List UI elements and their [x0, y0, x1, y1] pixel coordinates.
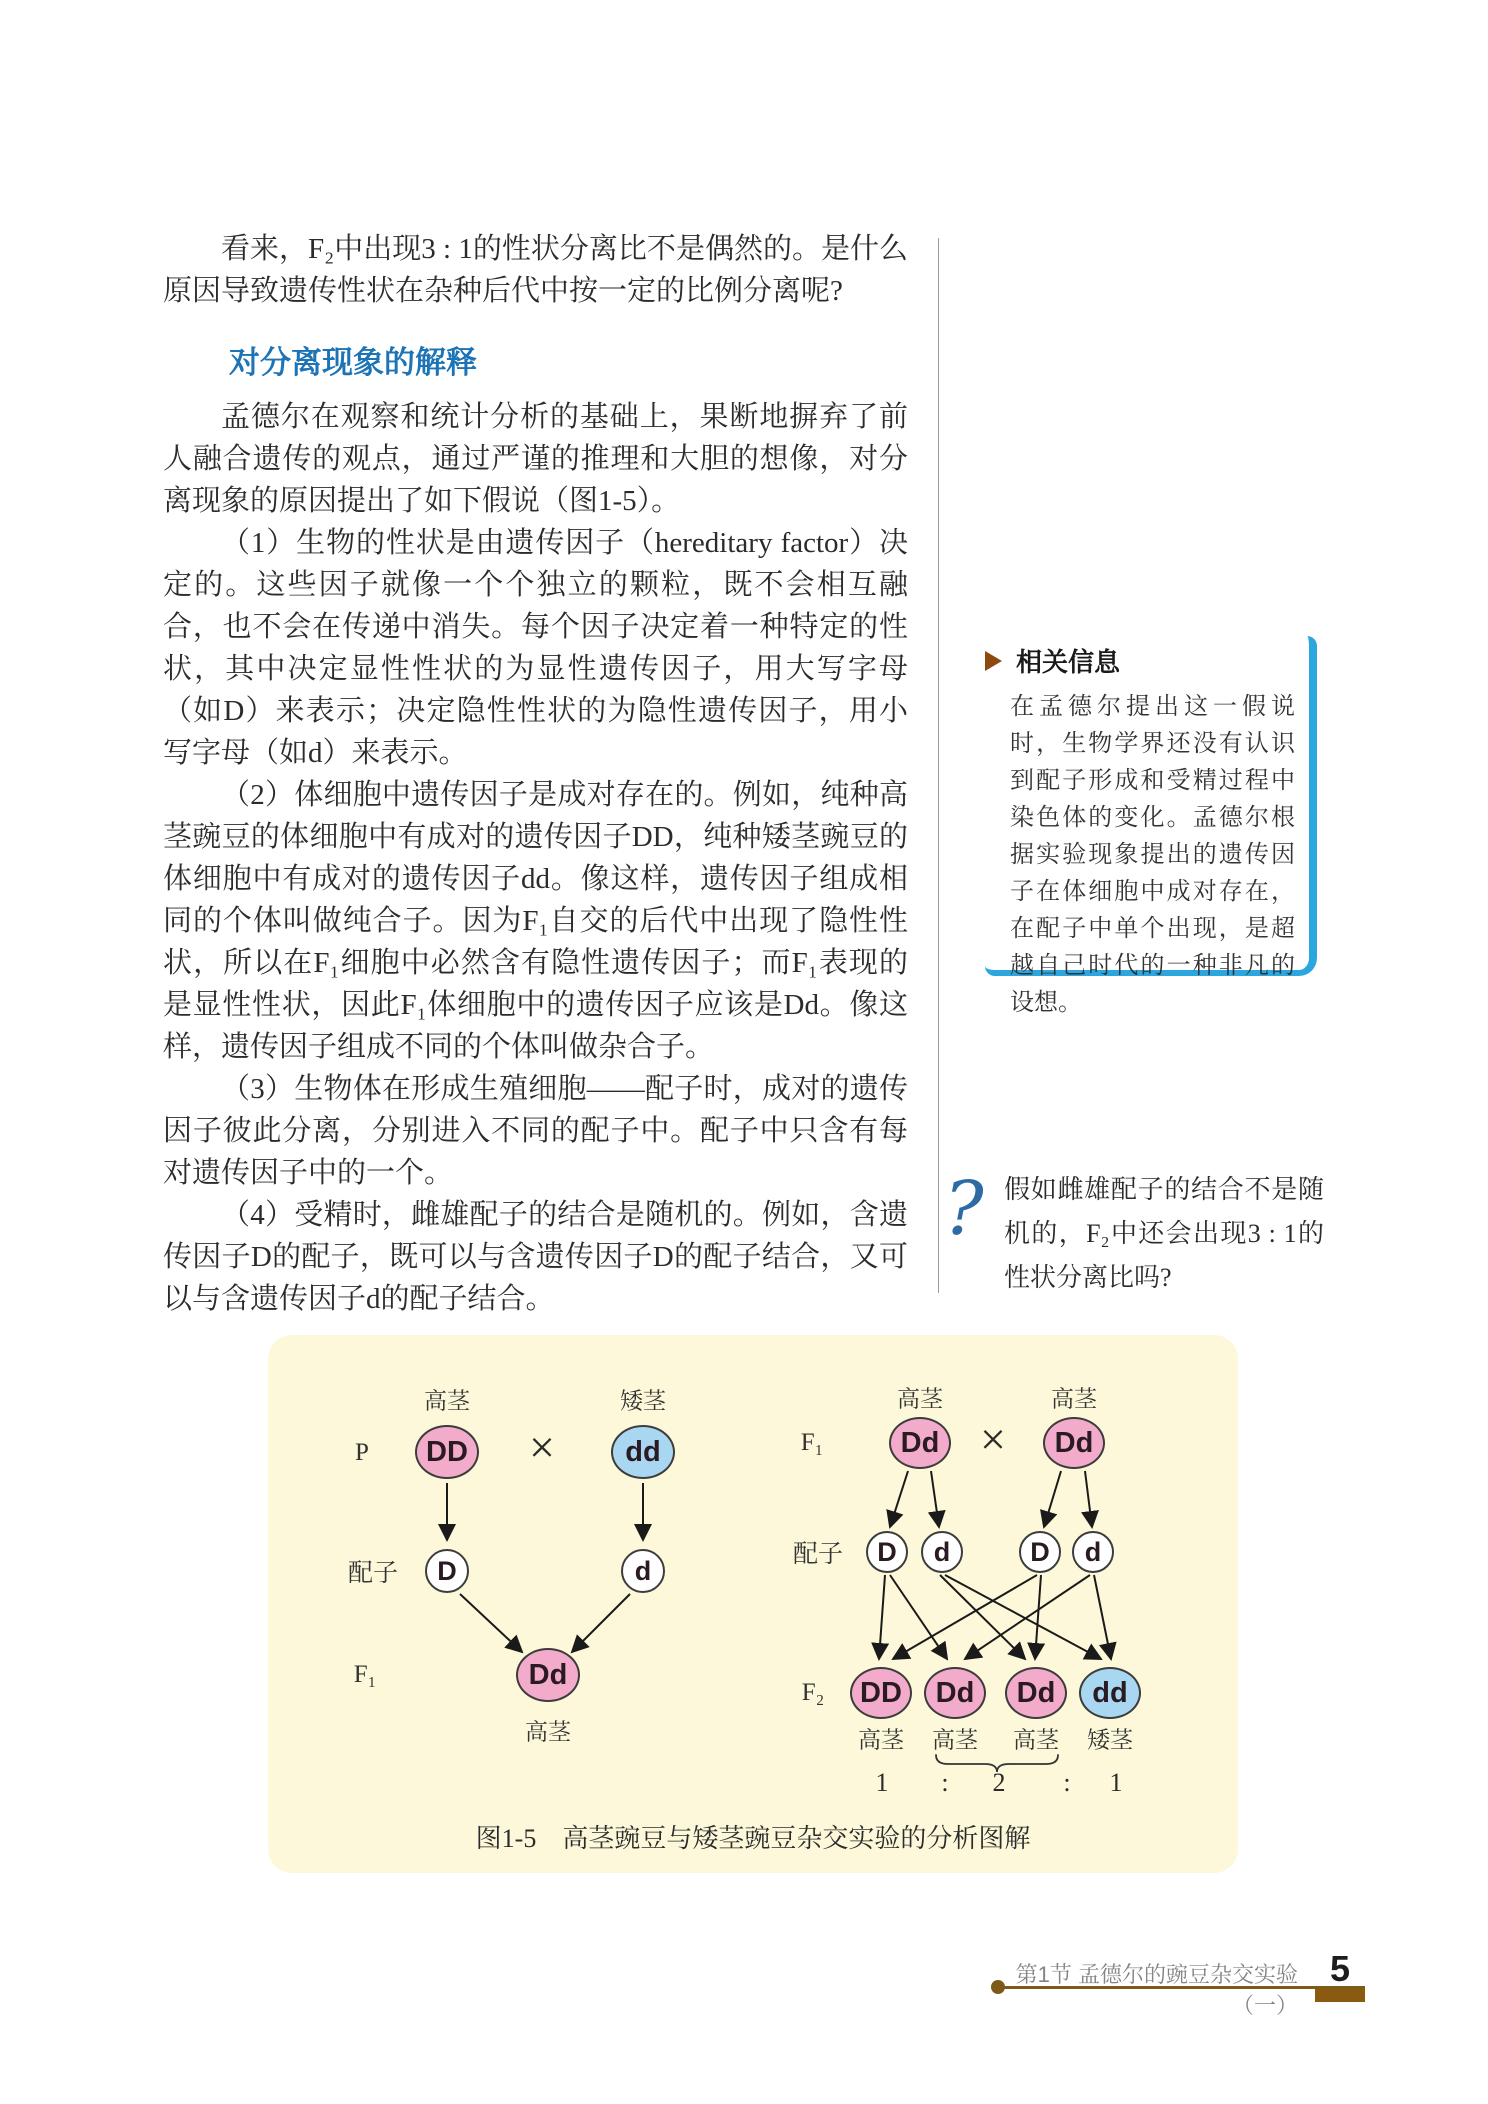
left-gamete-d-upper-node: D [425, 1549, 469, 1593]
f2-node-heterozygous-1: Dd [924, 1667, 986, 1719]
paragraph-point-4: （4）受精时，雌雄配子的结合是随机的。例如，含遗传因子D的配子，既可以与含遗传因子D的配子结合，又可以与含遗传因子d的配子结合。 [163, 1199, 908, 1315]
right-cross-symbol: × [980, 1413, 1006, 1465]
paragraph-point-1: （1）生物的性状是由遗传因子（hereditary factor）决定的。这些因子就像一个个独立的颗粒，既不会相互融合，也不会在传递中消失。每个因子决定着一种特定的性状，其中决定显性性状的为显性遗传因子，用大写字母（如D）来表示；决定隐性性状的为隐性遗传因子，用小写字母（如d）来表示。 [163, 527, 908, 769]
question-mark-icon: ? [944, 1166, 984, 1252]
page-number: 5 [1329, 1948, 1351, 1989]
question-text: 假如雌雄配子的结合不是随机的，F₂中还会出现3 : 1的性状分离比吗? [1004, 1175, 1324, 1292]
paragraph-point-3: （3）生物体在形成生殖细胞——配子时，成对的遗传因子彼此分离，分别进入不同的配子中。配子中只含有每对遗传因子中的一个。 [163, 1073, 908, 1189]
footer-accent-bar [1315, 1989, 1365, 2002]
related-info-title: 相关信息 [1016, 647, 1121, 677]
f2-trait-label-3: 高茎 [1013, 1727, 1059, 1753]
right-gamete-node-4: d [1072, 1531, 1114, 1573]
left-parent1-node: DD [415, 1425, 479, 1479]
left-row-p-label: P [355, 1439, 369, 1466]
f2-node-heterozygous-2: Dd [1005, 1667, 1067, 1719]
question-block [944, 1168, 1324, 1300]
related-info-header [1010, 642, 1295, 679]
f2-trait-label-1: 高茎 [858, 1727, 904, 1753]
figure-caption: 图1-5 高茎豌豆与矮茎豌豆杂交实验的分析图解 [475, 1824, 1031, 1853]
ratio-value-3: 1 [1109, 1768, 1123, 1797]
left-parent1-trait-label: 高茎 [424, 1388, 470, 1414]
right-gamete-node-3: D [1019, 1531, 1061, 1573]
ratio-value-1: 1 [875, 1768, 889, 1797]
left-parent2-node: dd [611, 1425, 675, 1479]
f2-trait-label-4: 矮茎 [1087, 1727, 1133, 1753]
ratio-colon-1: : [941, 1768, 949, 1797]
f2-node-dd-recessive: dd [1079, 1667, 1141, 1719]
right-row-gametes-label: 配子 [792, 1541, 844, 1568]
cross-diagram-arrows [268, 1335, 1238, 1873]
ratio-value-2: 2 [992, 1768, 1006, 1797]
right-row-f1-label: F₁ [800, 1429, 824, 1456]
left-cross-symbol: × [529, 1421, 555, 1473]
footer-section-title: 第1节 孟德尔的豌豆杂交实验（一） [1015, 1962, 1298, 2018]
right-parent1-node: Dd [889, 1417, 951, 1469]
main-text-column [163, 228, 908, 1320]
f2-node-dd-dominant: DD [850, 1667, 912, 1719]
column-divider [938, 238, 939, 1293]
left-row-f1-label: F₁ [353, 1661, 377, 1688]
section-heading: 对分离现象的解释 [229, 345, 477, 380]
related-info-box [985, 636, 1317, 1016]
right-gamete-node-2: d [921, 1531, 963, 1573]
f2-trait-label-2: 高茎 [932, 1727, 978, 1753]
left-parent2-trait-label: 矮茎 [620, 1388, 666, 1414]
left-row-gametes-label: 配子 [347, 1560, 399, 1587]
paragraph-point-2: （2）体细胞中遗传因子是成对存在的。例如，纯种高茎豌豆的体细胞中有成对的遗传因子DD，纯种矮茎豌豆的体细胞中有成对的遗传因子dd。像这样，遗传因子组成相同的个体叫做纯合子。因为F₁自交的后代中出现了隐性性状，所以在F₁细胞中必然含有隐性遗传因子；而F₁表现的是显性性状，因此F₁体细胞中的遗传因子应该是Dd。像这样，遗传因子组成不同的个体叫做杂合子。 [163, 779, 908, 1063]
intro-paragraph: 看来，F₂中出现3 : 1的性状分离比不是偶然的。是什么原因导致遗传性状在杂种后代中按一定的比例分离呢? [163, 233, 908, 307]
triangle-marker-icon [985, 651, 1002, 671]
right-gamete-node-1: D [866, 1531, 908, 1573]
right-parent1-trait-label: 高茎 [897, 1386, 943, 1412]
figure-1-5-panel [268, 1335, 1238, 1873]
left-f1-node: Dd [516, 1648, 580, 1702]
right-parent2-node: Dd [1043, 1417, 1105, 1469]
ratio-colon-2: : [1063, 1768, 1071, 1797]
left-f1-trait-label: 高茎 [525, 1719, 571, 1745]
related-info-text: 在孟德尔提出这一假说时，生物学界还没有认识到配子形成和受精过程中染色体的变化。孟德尔根据实验现象提出的遗传因子在体细胞中成对存在，在配子中单个出现，是超越自己时代的一种非凡的设想。 [1010, 694, 1295, 1016]
left-gamete-d-lower-node: d [621, 1549, 665, 1593]
paragraph-hypothesis: 孟德尔在观察和统计分析的基础上，果断地摒弃了前人融合遗传的观点，通过严谨的推理和大胆的想像，对分离现象的原因提出了如下假说（图1-5）。 [163, 401, 908, 517]
right-parent2-trait-label: 高茎 [1051, 1386, 1097, 1412]
right-row-f2-label: F₂ [801, 1679, 825, 1706]
